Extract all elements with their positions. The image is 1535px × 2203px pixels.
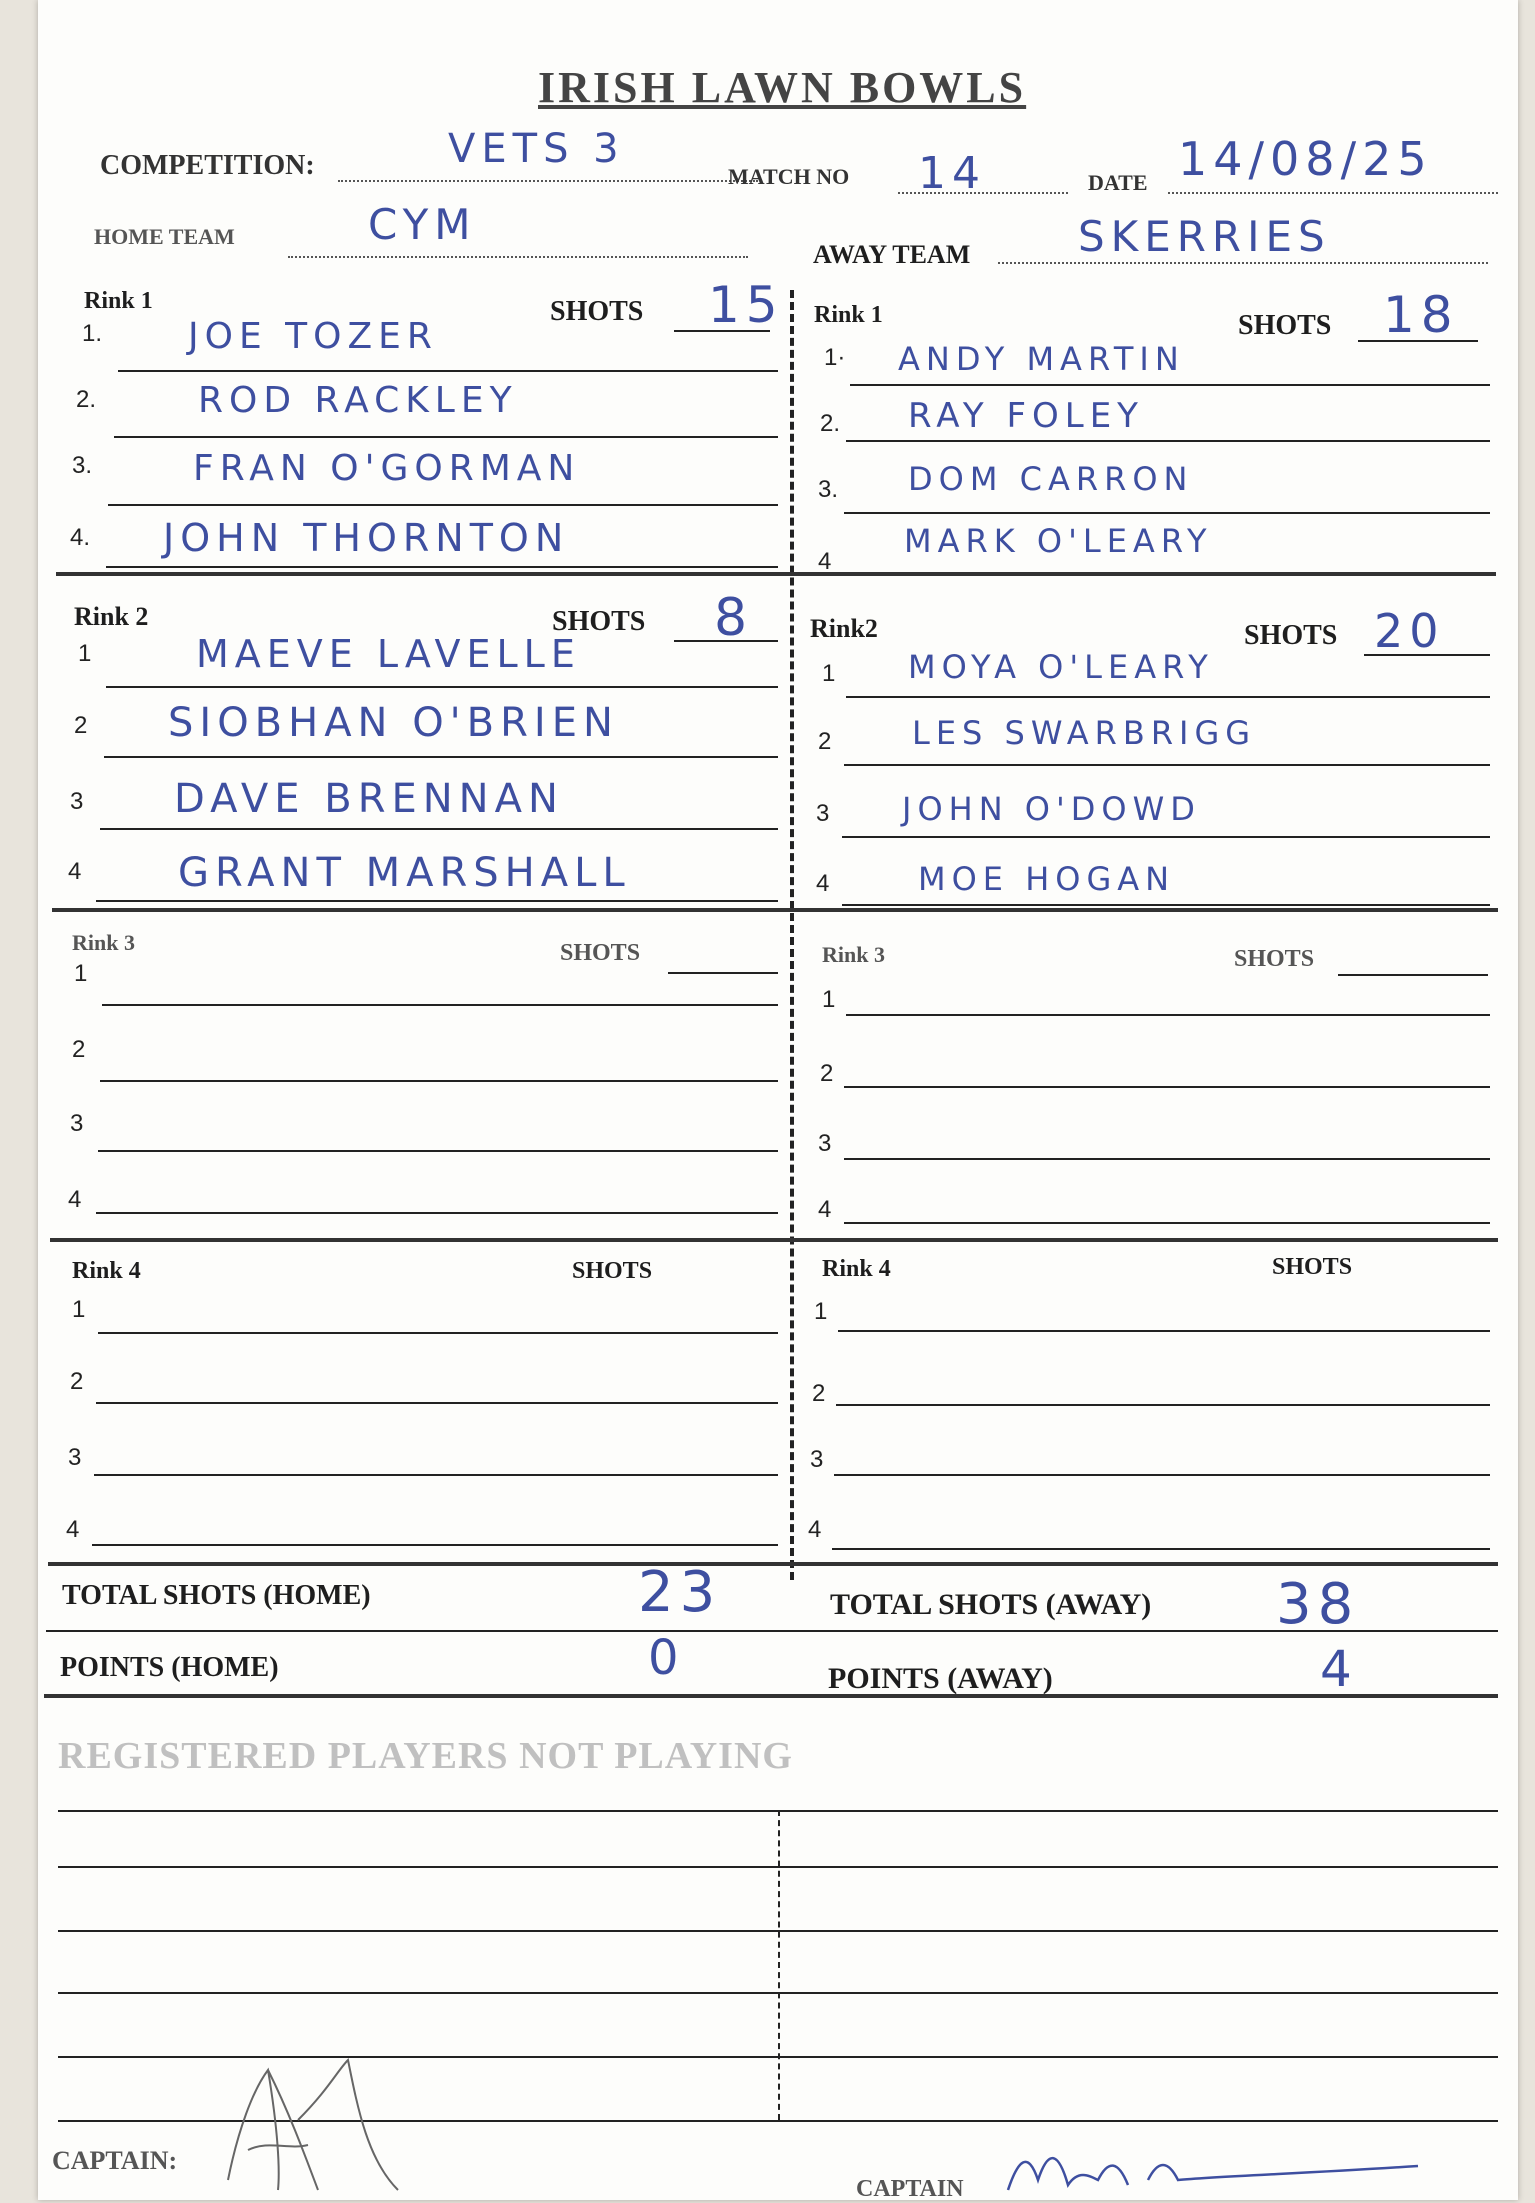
away-team-label: AWAY TEAM [813, 240, 971, 269]
score-sheet: IRISH LAWN BOWLS COMPETITION: VETS 3 MATCH NO 14 DATE 14/08/25 HOME TEAM CYM AWAY TEAM SKERRIES Rink 1 SHOTS 15 1. JOE TOZER 2. ROD RACKLEY 3. FRAN O'GORMAN 4. JOHN THORNTON Rink 1 SHOTS 18 1· ANDY MARTIN 2. RAY FOLEY 3. DOM CARRON 4 MARK O'LEARY Rink 2 SHOTS 8 1 MAEVE LAVELLE 2 SIOBHAN O'BRIEN 3 DAVE BRENNAN 4 GRANT MARSHALL Rink2 SHOTS 20 1 MOYA O'LEARY 2 LES SWARBRIGG 3 JOHN O'DOWD 4 MOE HOGAN Rink 3 SHOTS 1 2 3 4 Rink 3 SHOTS 1 2 3 4 Rink 4 SHOTS 1 2 3 4 Rink 4 SHOTS 1 2 3 4 TOTAL SHOTS (HOME) 23 TOTAL SHOTS (AWAY) 38 POINTS (HOME) 0 POINTS (AWAY) 4 REGISTERED PLAYERS NOT PLAYING CAPTAIN: CAPTAIN [38, 0, 1518, 2200]
captain-away-label: CAPTAIN [856, 2176, 964, 2202]
away-rink2-player1: MOYA O'LEARY [908, 648, 1214, 686]
date-label: DATE [1088, 170, 1148, 195]
sheet-title: IRISH LAWN BOWLS [538, 63, 1027, 112]
away-rink4-shots-label: SHOTS [1272, 1254, 1353, 1280]
points-away-label: POINTS (AWAY) [828, 1662, 1053, 1695]
away-rink2-shots-label: SHOTS [1244, 620, 1338, 651]
away-rink1-player2: RAY FOLEY [908, 396, 1144, 436]
home-rink2-player2: SIOBHAN O'BRIEN [168, 700, 619, 746]
away-rink2-player4: MOE HOGAN [918, 860, 1176, 898]
captain-home-signature [208, 2030, 428, 2200]
home-rink2-player4: GRANT MARSHALL [178, 850, 631, 896]
away-rink3-shots-label: SHOTS [1234, 946, 1315, 972]
total-shots-home-value: 23 [638, 1560, 722, 1625]
home-rink1-shots-value: 15 [708, 276, 784, 334]
home-rink1-player3: FRAN O'GORMAN [193, 448, 581, 489]
home-rink2-player3: DAVE BRENNAN [174, 776, 564, 822]
total-shots-away-label: TOTAL SHOTS (AWAY) [830, 1588, 1152, 1621]
away-rink2-label: Rink2 [810, 614, 878, 643]
home-rink2-player1: MAEVE LAVELLE [196, 632, 581, 676]
away-rink1-player1: ANDY MARTIN [898, 340, 1185, 378]
home-team-value: CYM [368, 200, 477, 249]
match-no-value: 14 [918, 148, 986, 199]
total-shots-away-value: 38 [1276, 1572, 1360, 1637]
home-rink2-shots-label: SHOTS [552, 606, 646, 637]
home-rink1-player4: JOHN THORNTON [163, 516, 570, 560]
away-team-value: SKERRIES [1078, 212, 1331, 261]
away-rink4-label: Rink 4 [822, 1256, 891, 1282]
home-rink1-shots-label: SHOTS [550, 296, 644, 327]
home-rink2-shots-value: 8 [714, 588, 754, 648]
home-rink1-label: Rink 1 [84, 288, 153, 314]
points-home-label: POINTS (HOME) [60, 1652, 279, 1683]
home-team-label: HOME TEAM [94, 224, 235, 249]
home-rink4-label: Rink 4 [72, 1258, 141, 1284]
home-rink3-shots-label: SHOTS [560, 940, 641, 966]
captain-home-label: CAPTAIN: [52, 2146, 178, 2175]
away-rink1-shots-label: SHOTS [1238, 310, 1332, 341]
match-no-label: MATCH NO [728, 164, 850, 189]
away-rink1-player4: MARK O'LEARY [904, 522, 1213, 560]
away-rink2-player2: LES SWARBRIGG [912, 714, 1257, 752]
home-rink2-label: Rink 2 [74, 602, 149, 631]
away-rink1-shots-value: 18 [1383, 286, 1459, 344]
date-value: 14/08/25 [1178, 132, 1433, 186]
total-shots-home-label: TOTAL SHOTS (HOME) [62, 1580, 371, 1611]
away-rink2-player3: JOHN O'DOWD [902, 790, 1201, 828]
away-rink1-player3: DOM CARRON [908, 460, 1194, 498]
registered-players-label: REGISTERED PLAYERS NOT PLAYING [58, 1735, 793, 1777]
column-divider [790, 290, 794, 1580]
captain-away-signature [998, 2140, 1438, 2200]
home-rink4-shots-label: SHOTS [572, 1258, 653, 1284]
points-away-value: 4 [1320, 1640, 1358, 1698]
away-rink1-label: Rink 1 [814, 302, 883, 328]
home-rink3-label: Rink 3 [72, 930, 135, 955]
home-rink1-player1: JOE TOZER [188, 316, 438, 357]
away-rink2-shots-value: 20 [1374, 604, 1445, 658]
points-home-value: 0 [648, 1630, 685, 1686]
competition-value: VETS 3 [448, 126, 625, 172]
competition-label: COMPETITION: [100, 150, 315, 181]
home-rink1-player2: ROD RACKLEY [198, 380, 518, 421]
away-rink3-label: Rink 3 [822, 942, 885, 967]
